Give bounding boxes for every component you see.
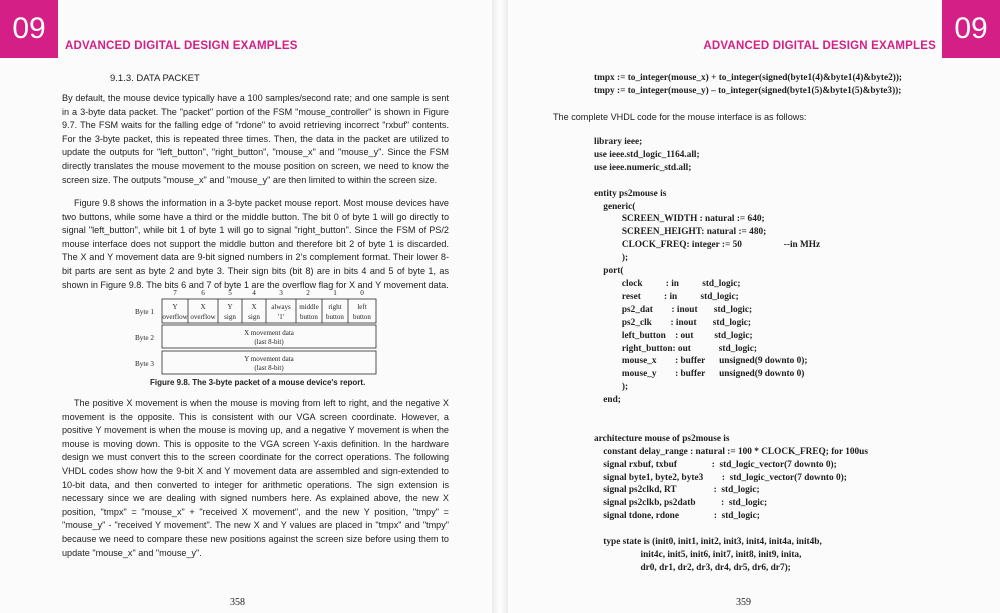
byte1-cell-right-button: right [328,303,342,311]
left-page [0,0,492,613]
bit-label: 1 [333,289,337,297]
code-intro-text: The complete VHDL code for the mouse interface is as follows: [553,112,807,122]
byte1-cell-y-overflow-sub: overflow [162,313,188,321]
bit-label: 6 [201,289,205,297]
bit-label: 0 [360,289,364,297]
page-number: 358 [230,597,245,608]
byte1-cell-y-overflow: Y [172,303,178,311]
subsection-heading: 9.1.3. DATA PACKET [110,73,200,84]
packet-figure [135,287,378,375]
byte2-subtext: (last 8-bit) [254,338,284,346]
bit-label: 3 [279,289,283,297]
packet-diagram [135,287,378,375]
byte1-cell-always-one: always [271,303,291,311]
byte1-cell-y-sign: Y [227,303,233,311]
bit-label: 4 [252,289,256,297]
chapter-number-badge: 09 [0,0,58,58]
byte1-cell-middle-button-sub: button [300,313,318,321]
byte1-cell-x-overflow: X [200,303,206,311]
bit-label: 5 [228,289,232,297]
byte-label: Byte 1 [135,308,154,316]
byte1-cell-x-sign-sub: sign [248,313,260,321]
byte3-text: Y movement data [244,355,294,363]
vhdl-code-listing: library ieee; use ieee.std_logic_1164.all; use ieee.numeric_std.all; entity ps2mouse is generic( SCREEN_WIDTH : natural := 640; SCREEN_HEIGHT: natural := 480; CLOCK_FREQ: integer := 50 --in MHz ); port( clock : in std_logic; reset : in std_logic; ps2_dat : inout std_logic; ps2_clk : inout std_logic; left_button : out std_logic; right_button: out std_logic; mouse_x : buffer unsigned(9 downto 0); mouse_y : buffer unsigned(9 downto 0) ); end; architecture mouse of ps2mouse is constant delay_range : natural := 100 * CLOCK_FREQ; for 100us signal rxbuf, txbuf : std_logic_vector(7 downto 0); signal byte1, byte2, byte3 : std_logic_vector(7 downto 0); signal ps2clkd, RT : std_logic; signal ps2clkb, ps2datb : std_logic; signal tdone, rdone : std_logic; type state is (init0, init1, init2, init3, init4, init4a, init4b, init4c, init5, init6, init7, init8, init9, inita, dr0, dr1, dr2, dr3, dr4, dr5, dr6, dr7); [594,137,868,573]
running-header: ADVANCED DIGITAL DESIGN EXAMPLES [703,40,936,52]
byte-label: Byte 3 [135,360,154,368]
byte1-cell-always-one-sub: '1' [277,313,285,321]
right-page [508,0,1000,613]
book-gutter [492,0,508,613]
page-number: 359 [736,597,751,608]
byte1-cell-left-button: left [357,303,367,311]
byte1-cell-y-sign-sub: sign [224,313,236,321]
bit-label: 2 [306,289,310,297]
bit-label: 7 [173,289,177,297]
byte3-subtext: (last 8-bit) [254,364,284,372]
byte2-text: X movement data [244,329,294,337]
chapter-number-badge: 09 [942,0,1000,58]
byte1-cell-x-sign: X [251,303,257,311]
paragraph: By default, the mouse device typically have a 100 samples/second rate; and one sample is sent in a 3-byte data packet. The "packet" portion of the FSM "mouse_controller" is shown in Figure 9.7. The FSM waits for the falling edge of "rdone" to avoid retrieving incorrect "rxbuf" contents. For the 3-byte packet, this is repeated three times. Then, the data in the packet are utilized to update the outputs for "left_button", "right_button", "mouse_x" and "mouse_y". Since the FSM directly translates the mouse movement to the mouse position on screen, we need to know the screen size. The outputs "mouse_x" and "mouse_y" are then limited to within the screen size. [62,93,449,185]
code-snippet-tmp: tmpx := to_integer(mouse_x) + to_integer(signed(byte1(4)&byte1(4)&byte2)); tmpy := to_integer(mouse_y) – to_integer(signed(byte1(5)&byte1(5)&byte3)); [594,73,903,97]
figure-caption: Figure 9.8. The 3-byte packet of a mouse device's report. [150,378,366,387]
byte1-cell-right-button-sub: button [326,313,344,321]
byte1-cell-middle-button: middle [299,303,319,311]
paragraph: Figure 9.8 shows the information in a 3-byte packet mouse report. Most mouse devices have two buttons, while some have a third or the middle button. The bit 0 of byte 1 will go directly to signal "left_button", while bit 1 of byte 1 will go to signal "right_button". Since the FSM of PS/2 mouse interface does not support the middle button and therefore bit 2 of byte 1 is discarded. The X and Y movement data are 9-bit signed numbers in 2's complement format. Their lower 8-bit parts are sent as byte 2 and byte 3. Their sign bits (bit 8) are in bits 4 and 5 of byte 1, as shown in Figure 9.8. The bits 6 and 7 of byte 1 are the overflow flag for X and Y movement data. [62,198,449,290]
running-header: ADVANCED DIGITAL DESIGN EXAMPLES [65,40,298,52]
byte1-cell-left-button-sub: button [353,313,371,321]
byte1-cell-x-overflow-sub: overflow [190,313,216,321]
byte-label: Byte 2 [135,334,154,342]
paragraph: The positive X movement is when the mouse is moving from left to right, and the negative X movement is the opposite. This is consistent with our VGA screen coordinate. However, a positive Y movement is when the mouse is moving up, and a negative Y movement is when the mouse is moving down. This is opposite to the VGA screen Y-axis definition. In the hardware design we must convert this to the screen coordinate for the correct operations. The following VHDL codes show how the 9-bit X and Y movement data are assembled and sign-extended to 10-bit data, and then converted to integer for arithmetic operations. The sign extension is necessary since we are dealing with signed numbers here. As explained above, the new X position, "tmpx" = "mouse_x" + "received X movement", and the new Y position, "tmpy" = "mouse_y" - "received Y movement". The new X and Y values are placed in "tmpx" and "tmpy" because we need to compare these new positions against the screen size before using them to update "mouse_x" and "mouse_y". [62,398,449,558]
